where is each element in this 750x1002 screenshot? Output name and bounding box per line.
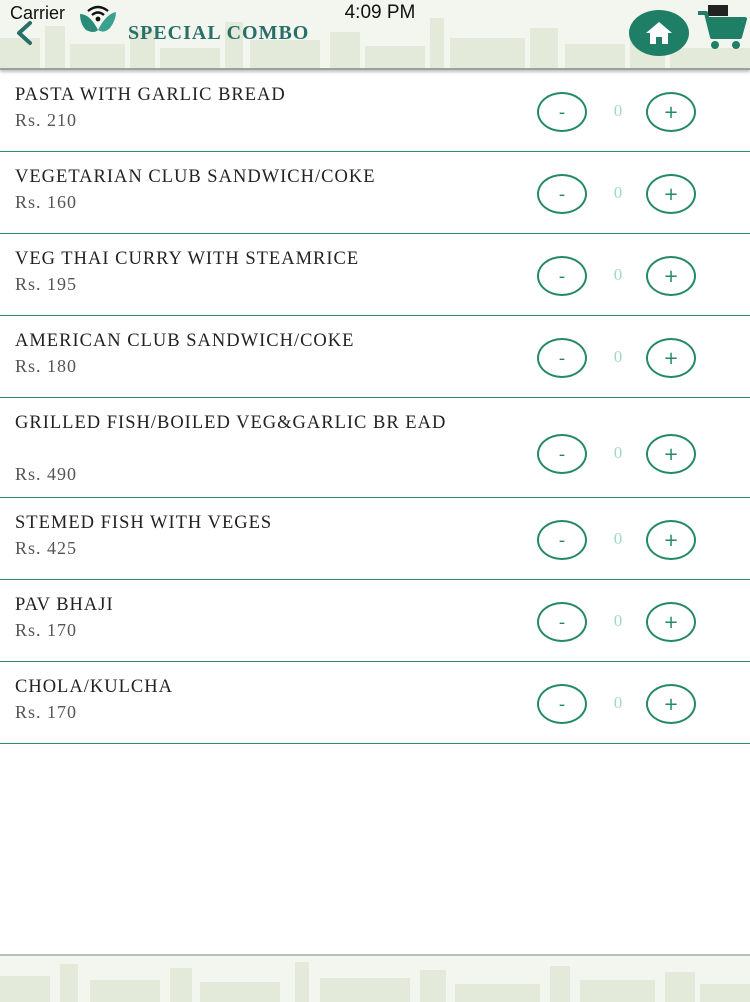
- item-price: Rs. 160: [15, 192, 78, 212]
- logo-icon: [76, 10, 120, 38]
- status-carrier: Carrier: [10, 3, 66, 23]
- increase-quantity-button[interactable]: +: [646, 338, 696, 378]
- list-item: [0, 316, 750, 398]
- back-button[interactable]: [10, 18, 40, 48]
- quantity-value: 0: [613, 101, 623, 120]
- list-item: [0, 70, 750, 152]
- item-price: Rs. 170: [15, 620, 78, 640]
- item-name: GRILLED FISH/BOILED VEG&GARLIC BR EAD: [15, 413, 447, 433]
- app-header: [0, 0, 750, 70]
- increase-quantity-button[interactable]: +: [646, 684, 696, 724]
- item-price: Rs. 490: [15, 464, 78, 484]
- decrease-quantity-button[interactable]: -: [537, 92, 587, 132]
- list-item: [0, 234, 750, 316]
- home-button[interactable]: [629, 10, 689, 56]
- decrease-quantity-button[interactable]: -: [537, 338, 587, 378]
- city-skyline-background: [0, 956, 750, 1002]
- decrease-quantity-button[interactable]: -: [537, 256, 587, 296]
- item-name: VEG THAI CURRY WITH STEAMRICE: [15, 249, 360, 269]
- quantity-value: 0: [613, 529, 623, 548]
- item-price: Rs. 195: [15, 274, 78, 294]
- status-time: 4:09 PM: [344, 2, 416, 23]
- increase-quantity-button[interactable]: +: [646, 434, 696, 474]
- decrease-quantity-button[interactable]: -: [537, 684, 587, 724]
- quantity-value: 0: [613, 265, 623, 284]
- increase-quantity-button[interactable]: +: [646, 92, 696, 132]
- quantity-value: 0: [613, 347, 623, 366]
- item-name: STEMED FISH WITH VEGES: [15, 513, 273, 533]
- item-name: AMERICAN CLUB SANDWICH/COKE: [15, 331, 355, 351]
- item-name: CHOLA/KULCHA: [15, 677, 173, 697]
- list-item: [0, 498, 750, 580]
- combo-item-list: [0, 70, 750, 744]
- quantity-value: 0: [613, 443, 623, 462]
- list-item: [0, 152, 750, 234]
- increase-quantity-button[interactable]: +: [646, 174, 696, 214]
- quantity-value: 0: [613, 611, 623, 630]
- decrease-quantity-button[interactable]: -: [537, 520, 587, 560]
- item-name: VEGETARIAN CLUB SANDWICH/COKE: [15, 167, 376, 187]
- decrease-quantity-button[interactable]: -: [537, 434, 587, 474]
- list-item: [0, 398, 750, 498]
- increase-quantity-button[interactable]: +: [646, 256, 696, 296]
- cart-icon[interactable]: [696, 3, 748, 53]
- item-price: Rs. 425: [15, 538, 78, 558]
- decrease-quantity-button[interactable]: -: [537, 602, 587, 642]
- list-item: [0, 580, 750, 662]
- item-price: Rs. 180: [15, 356, 78, 376]
- quantity-value: 0: [613, 693, 623, 712]
- page-title: SPECIAL COMBO: [128, 22, 310, 44]
- increase-quantity-button[interactable]: +: [646, 520, 696, 560]
- increase-quantity-button[interactable]: +: [646, 602, 696, 642]
- item-price: Rs. 170: [15, 702, 78, 722]
- item-price: Rs. 210: [15, 110, 78, 130]
- list-item: [0, 662, 750, 744]
- home-icon: [644, 20, 674, 46]
- decrease-quantity-button[interactable]: -: [537, 174, 587, 214]
- quantity-value: 0: [613, 183, 623, 202]
- item-name: PASTA WITH GARLIC BREAD: [15, 85, 286, 105]
- item-name: PAV BHAJI: [15, 595, 114, 615]
- footer-skyline: [0, 954, 750, 1002]
